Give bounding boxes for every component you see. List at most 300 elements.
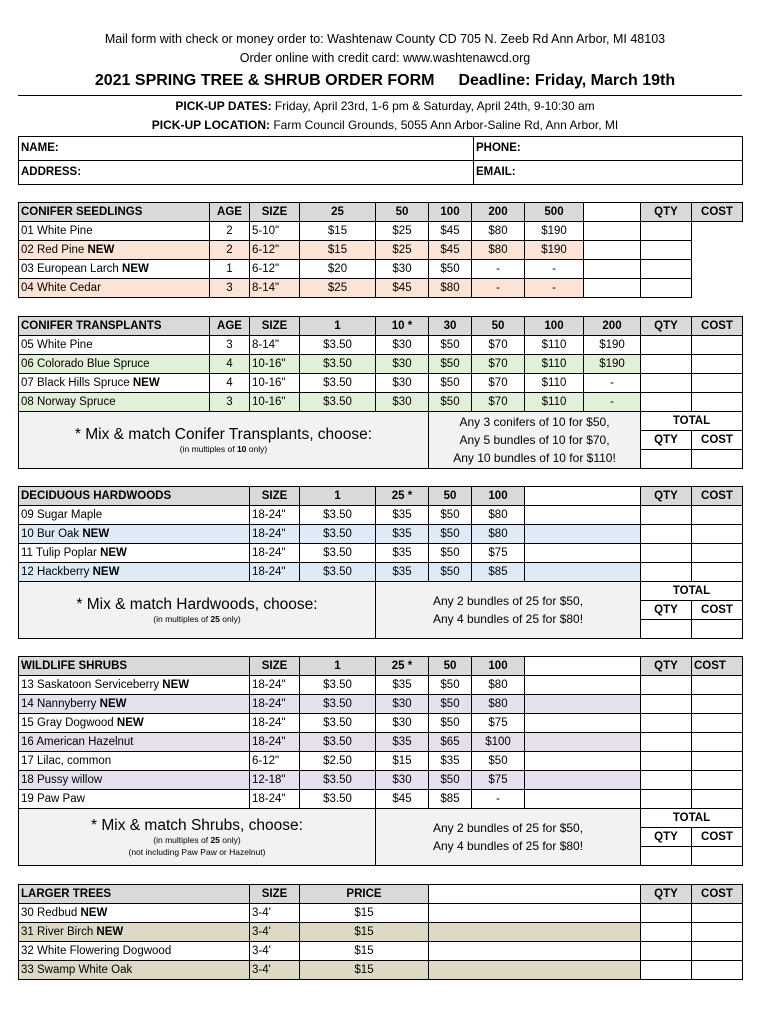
larger-header-size: SIZE: [250, 885, 300, 904]
hardwoods-total-cost-label: COST: [692, 601, 743, 620]
item-name-text: 33 Swamp White Oak: [21, 963, 133, 976]
cell-p5: -: [584, 374, 641, 393]
cell-price: $15: [300, 961, 429, 980]
deciduous-header-blank: [525, 487, 641, 506]
cell-p2: $50: [429, 676, 472, 695]
item-name-text: 17 Lilac, common: [21, 754, 112, 767]
cost-input[interactable]: [641, 260, 692, 279]
contact-table: [18, 136, 743, 185]
qty-input[interactable]: [641, 714, 692, 733]
qty-input[interactable]: [641, 771, 692, 790]
cost-input[interactable]: [641, 222, 692, 241]
item-name-text: 19 Paw Paw: [21, 792, 85, 805]
cost-input[interactable]: [692, 355, 743, 374]
cell-p3: $85: [472, 563, 525, 582]
cost-input[interactable]: [692, 752, 743, 771]
item-name-text: 18 Pussy willow: [21, 773, 103, 786]
larger-header-name: LARGER TREES: [19, 885, 250, 904]
blank-cell: [525, 733, 641, 752]
cell-size: 5-10": [250, 222, 300, 241]
qty-input[interactable]: [641, 506, 692, 525]
qty-input[interactable]: [584, 260, 641, 279]
cell-p3: -: [472, 279, 525, 298]
cell-p2: $50: [429, 714, 472, 733]
form-title: [0, 72, 770, 90]
mail-instructions: Mail form with check or money order to: Washtenaw County CD 705 N. Zeeb Rd Ann Arbor, MI 48103: [104, 32, 666, 46]
hardwoods-mix-title: * Mix & match Hardwoods, choose:: [76, 595, 318, 613]
cell-size: 18-24": [250, 676, 300, 695]
cell-size: 18-24": [250, 563, 300, 582]
deciduous-header-1: 1: [300, 487, 376, 506]
deciduous-header-25: 25 *: [376, 487, 429, 506]
cost-input[interactable]: [692, 771, 743, 790]
cost-input[interactable]: [692, 923, 743, 942]
email-field[interactable]: [474, 161, 743, 185]
table-row: [19, 714, 743, 733]
blank-cell: [525, 676, 641, 695]
cell-age: 4: [210, 374, 250, 393]
cell-p1: $30: [376, 260, 429, 279]
new-badge: NEW: [80, 906, 108, 919]
cell-p0: $20: [300, 260, 376, 279]
transplants-mix-sub: [21, 443, 426, 455]
shrubs-mix-box: [19, 809, 376, 866]
item-name: [19, 695, 250, 714]
item-name: [19, 506, 250, 525]
item-name-text: 09 Sugar Maple: [21, 508, 103, 521]
transplants-header-size: SIZE: [250, 317, 300, 336]
cost-input[interactable]: [692, 506, 743, 525]
pickup-location-value: Farm Council Grounds, 5055 Ann Arbor-Saline Rd, Ann Arbor, MI: [270, 118, 619, 132]
cell-p3: $70: [472, 374, 525, 393]
cell-size: 3-4': [250, 923, 300, 942]
cell-p0: $3.50: [300, 676, 376, 695]
cell-p0: $2.50: [300, 752, 376, 771]
new-badge: NEW: [132, 376, 160, 389]
shrubs-total-cost-label: COST: [692, 828, 743, 847]
cell-p3: -: [472, 260, 525, 279]
cell-p2: $50: [429, 393, 472, 412]
cell-p4: $110: [525, 374, 584, 393]
blank-cell: [525, 790, 641, 809]
blank-cell: [525, 525, 641, 544]
item-name-text: 12 Hackberry: [21, 565, 90, 578]
item-name-text: 10 Bur Oak: [21, 527, 80, 540]
larger-header-price: PRICE: [300, 885, 429, 904]
cell-p1: $45: [376, 790, 429, 809]
item-name-text: 30 Redbud: [21, 906, 78, 919]
wildlife-header-blank: [525, 657, 641, 676]
cost-input[interactable]: [692, 733, 743, 752]
larger-header-cost: COST: [692, 885, 743, 904]
cell-p3: $80: [472, 525, 525, 544]
qty-input[interactable]: [641, 393, 692, 412]
blank-cell: [429, 961, 641, 980]
hardwoods-total-label: TOTAL: [641, 582, 743, 601]
qty-input[interactable]: [584, 222, 641, 241]
cell-p4: -: [525, 260, 584, 279]
cell-size: 3-4': [250, 904, 300, 923]
transplants-header-qty: QTY: [641, 317, 692, 336]
table-row: [19, 506, 743, 525]
cell-p0: $3.50: [300, 695, 376, 714]
table-row: [19, 733, 743, 752]
qty-input[interactable]: [641, 374, 692, 393]
cost-input[interactable]: [692, 525, 743, 544]
qty-input[interactable]: [641, 942, 692, 961]
item-name: [19, 752, 250, 771]
cell-p2: $50: [429, 563, 472, 582]
seedlings-header-age: AGE: [210, 203, 250, 222]
pickup-location: [0, 118, 770, 132]
cell-p3: -: [472, 790, 525, 809]
cell-size: 8-14": [250, 336, 300, 355]
online-order-line: Order online with credit card: www.washtenawcd.org: [239, 51, 531, 65]
cell-age: 3: [210, 336, 250, 355]
pickup-dates-label: PICK-UP DATES:: [175, 99, 272, 113]
cell-p1: $35: [376, 506, 429, 525]
wildlife-header-name: WILDLIFE SHRUBS: [19, 657, 250, 676]
item-name-text: 15 Gray Dogwood: [21, 716, 114, 729]
table-row: [19, 241, 743, 260]
wildlife-header-qty: QTY: [641, 657, 692, 676]
cell-p0: $15: [300, 222, 376, 241]
item-name-text: 08 Norway Spruce: [21, 395, 116, 408]
wildlife-header-cost: COST: [692, 657, 743, 676]
cell-p5: -: [584, 393, 641, 412]
cost-input[interactable]: [641, 241, 692, 260]
mix-sub-post: only): [219, 834, 241, 845]
seedlings-header-qty: QTY: [641, 203, 692, 222]
transplants-total-label: TOTAL: [641, 412, 743, 431]
cell-p1: $45: [376, 279, 429, 298]
cell-p2: $65: [429, 733, 472, 752]
cell-p1: $30: [376, 771, 429, 790]
cell-p1: $30: [376, 336, 429, 355]
cell-p3: $70: [472, 393, 525, 412]
phone-field[interactable]: [474, 137, 743, 161]
table-row: [19, 260, 743, 279]
email-label: EMAIL:: [476, 166, 516, 178]
transplants-header-cost: COST: [692, 317, 743, 336]
blank-cell: [525, 544, 641, 563]
seedlings-header-100: 100: [429, 203, 472, 222]
cell-size: 3-4': [250, 961, 300, 980]
cell-p1: $35: [376, 733, 429, 752]
item-name: [19, 279, 210, 298]
qty-input[interactable]: [641, 961, 692, 980]
cell-p2: $50: [429, 260, 472, 279]
cell-p3: $80: [472, 676, 525, 695]
title-rule: [18, 95, 742, 96]
table-row: [19, 393, 743, 412]
cell-p3: $75: [472, 544, 525, 563]
cost-input[interactable]: [692, 676, 743, 695]
cell-p0: $3.50: [300, 506, 376, 525]
cell-size: 6-12": [250, 752, 300, 771]
qty-input[interactable]: [641, 336, 692, 355]
table-row: [19, 336, 743, 355]
cell-size: 6-12": [250, 260, 300, 279]
cell-p2: $50: [429, 544, 472, 563]
cost-input[interactable]: [692, 790, 743, 809]
item-name: [19, 336, 210, 355]
cell-p2: $50: [429, 525, 472, 544]
shrubs-total-qty-input[interactable]: [641, 847, 692, 866]
new-badge: NEW: [162, 678, 190, 691]
cell-size: 10-16": [250, 393, 300, 412]
qty-input[interactable]: [641, 676, 692, 695]
transplants-total-cost-label: COST: [692, 431, 743, 450]
hardwoods-total-qty-input[interactable]: [641, 620, 692, 639]
item-name: [19, 525, 250, 544]
deciduous-header-size: SIZE: [250, 487, 300, 506]
cell-p2: $50: [429, 695, 472, 714]
seedlings-header-name: CONIFER SEEDLINGS: [19, 203, 210, 222]
cell-age: 1: [210, 260, 250, 279]
qty-input[interactable]: [641, 544, 692, 563]
item-name: [19, 714, 250, 733]
hardwoods-offer-box: [376, 582, 641, 639]
table-row: [19, 923, 743, 942]
qty-input[interactable]: [584, 241, 641, 260]
mix-sub-pre: (in multiples of: [153, 613, 211, 624]
qty-input[interactable]: [641, 695, 692, 714]
table-row: [19, 942, 743, 961]
cell-p2: $50: [429, 336, 472, 355]
cell-p0: $3.50: [300, 733, 376, 752]
table-row: [19, 961, 743, 980]
cell-p3: $50: [472, 752, 525, 771]
cost-input[interactable]: [692, 714, 743, 733]
deciduous-header-50: 50: [429, 487, 472, 506]
cell-p3: $80: [472, 241, 525, 260]
deciduous-header-qty: QTY: [641, 487, 692, 506]
new-badge: NEW: [116, 716, 144, 729]
cost-input[interactable]: [641, 279, 692, 298]
cell-age: 3: [210, 279, 250, 298]
address-field[interactable]: [19, 161, 474, 185]
cell-p1: $30: [376, 393, 429, 412]
cell-age: 2: [210, 222, 250, 241]
conifer-seedlings-table: [18, 202, 743, 298]
transplants-total-cost-input[interactable]: [692, 450, 743, 469]
cell-p2: $50: [429, 506, 472, 525]
new-badge: NEW: [82, 527, 110, 540]
table-row: [19, 544, 743, 563]
cell-p0: $3.50: [300, 563, 376, 582]
item-name: [19, 563, 250, 582]
qty-input[interactable]: [641, 355, 692, 374]
cell-p4: $190: [525, 241, 584, 260]
seedlings-header-blank: [584, 203, 641, 222]
cell-age: 2: [210, 241, 250, 260]
item-name: [19, 942, 250, 961]
cost-input[interactable]: [692, 563, 743, 582]
item-name-text: 01 White Pine: [21, 224, 93, 237]
item-name-text: 31 River Birch: [21, 925, 94, 938]
transplants-header-100: 100: [525, 317, 584, 336]
new-badge: NEW: [96, 925, 124, 938]
cell-p3: $100: [472, 733, 525, 752]
item-name: [19, 393, 210, 412]
table-row: [19, 525, 743, 544]
mix-sub-post: only): [246, 443, 268, 454]
cell-p4: -: [525, 279, 584, 298]
cell-p2: $35: [429, 752, 472, 771]
cell-p2: $80: [429, 279, 472, 298]
new-badge: NEW: [92, 565, 120, 578]
phone-label: PHONE:: [476, 142, 521, 154]
cell-price: $15: [300, 942, 429, 961]
cell-p0: $3.50: [300, 714, 376, 733]
item-name: [19, 355, 210, 374]
table-row: [19, 355, 743, 374]
blank-cell: [525, 771, 641, 790]
item-name: [19, 260, 210, 279]
seedlings-header-200: 200: [472, 203, 525, 222]
cost-input[interactable]: [692, 961, 743, 980]
item-name-text: 11 Tulip Poplar: [21, 546, 97, 559]
cost-input[interactable]: [692, 336, 743, 355]
cell-p2: $85: [429, 790, 472, 809]
name-field[interactable]: [19, 137, 474, 161]
pickup-dates-value: Friday, April 23rd, 1-6 pm & Saturday, April 24th, 9-10:30 am: [271, 99, 595, 113]
mix-sub-num: 10: [236, 443, 247, 454]
transplants-offer-3: Any 10 bundles of 10 for $110!: [453, 451, 616, 465]
transplants-total-qty-input[interactable]: [641, 450, 692, 469]
name-label: NAME:: [21, 142, 59, 154]
deciduous-header-name: DECIDUOUS HARDWOODS: [19, 487, 250, 506]
transplants-header-50: 50: [472, 317, 525, 336]
cell-p3: $80: [472, 222, 525, 241]
wildlife-header-100: 100: [472, 657, 525, 676]
hardwoods-total-qty-label: QTY: [641, 601, 692, 620]
item-name: [19, 961, 250, 980]
table-row: [19, 279, 743, 298]
cost-input[interactable]: [692, 942, 743, 961]
new-badge: NEW: [122, 262, 149, 275]
shrubs-offer-1: Any 2 bundles of 25 for $50,: [432, 821, 584, 835]
cell-p4: $110: [525, 355, 584, 374]
mix-sub-pre: (in multiples of: [153, 834, 211, 845]
cell-p1: $30: [376, 374, 429, 393]
cell-p5: $190: [584, 336, 641, 355]
transplants-header-10: 10 *: [376, 317, 429, 336]
new-badge: NEW: [87, 243, 115, 256]
cell-p1: $35: [376, 525, 429, 544]
hardwoods-offer-1: Any 2 bundles of 25 for $50,: [432, 594, 584, 608]
seedlings-header-500: 500: [525, 203, 584, 222]
cell-p3: $70: [472, 336, 525, 355]
cell-p1: $30: [376, 355, 429, 374]
qty-input[interactable]: [641, 733, 692, 752]
blank-cell: [525, 506, 641, 525]
seedlings-header-25: 25: [300, 203, 376, 222]
item-name: [19, 923, 250, 942]
mix-sub-pre: (in multiples of: [179, 443, 237, 454]
wildlife-header-25: 25 *: [376, 657, 429, 676]
transplants-header-age: AGE: [210, 317, 250, 336]
title-text: 2021 SPRING TREE & SHRUB ORDER FORM: [94, 72, 435, 89]
blank-cell: [525, 752, 641, 771]
shrubs-mix-title: * Mix & match Shrubs, choose:: [91, 816, 303, 834]
pickup-dates: [0, 99, 770, 113]
qty-input[interactable]: [641, 904, 692, 923]
deciduous-header-100: 100: [472, 487, 525, 506]
item-name-text: 07 Black Hills Spruce: [21, 376, 130, 389]
hardwoods-total-cost-input[interactable]: [692, 620, 743, 639]
cost-input[interactable]: [692, 374, 743, 393]
new-badge: NEW: [99, 697, 127, 710]
item-name-text: 04 White Cedar: [21, 281, 101, 294]
shrubs-offer-box: [376, 809, 641, 866]
qty-input[interactable]: [641, 752, 692, 771]
blank-cell: [429, 942, 641, 961]
cell-p4: $190: [525, 222, 584, 241]
qty-input[interactable]: [641, 923, 692, 942]
cell-p2: $50: [429, 355, 472, 374]
cell-p1: $35: [376, 676, 429, 695]
cell-size: 18-24": [250, 790, 300, 809]
cell-p3: $70: [472, 355, 525, 374]
hardwoods-mix-sub: [21, 613, 373, 625]
cell-age: 3: [210, 393, 250, 412]
cell-p0: $3.50: [300, 374, 376, 393]
shrubs-total-cost-input[interactable]: [692, 847, 743, 866]
cell-price: $15: [300, 904, 429, 923]
qty-input[interactable]: [584, 279, 641, 298]
item-name: [19, 222, 210, 241]
shrubs-mix-sub: [21, 834, 373, 846]
table-row: [19, 695, 743, 714]
item-name-text: 32 White Flowering Dogwood: [21, 944, 172, 957]
cell-p2: $45: [429, 241, 472, 260]
transplants-mix-title: * Mix & match Conifer Transplants, choose:: [74, 425, 373, 443]
seedlings-header-size: SIZE: [250, 203, 300, 222]
cell-size: 18-24": [250, 714, 300, 733]
item-name-text: 06 Colorado Blue Spruce: [21, 357, 150, 370]
larger-header-qty: QTY: [641, 885, 692, 904]
cell-size: 18-24": [250, 506, 300, 525]
item-name-text: 14 Nannyberry: [21, 697, 97, 710]
cell-p0: $3.50: [300, 790, 376, 809]
table-row: [19, 676, 743, 695]
cost-input[interactable]: [692, 544, 743, 563]
mix-sub-num: 25: [210, 834, 220, 845]
blank-cell: [525, 695, 641, 714]
transplants-total-qty-label: QTY: [641, 431, 692, 450]
item-name-text: 05 White Pine: [21, 338, 93, 351]
cell-size: 12-18": [250, 771, 300, 790]
item-name: [19, 790, 250, 809]
cost-input[interactable]: [692, 904, 743, 923]
cell-p3: $75: [472, 714, 525, 733]
qty-input[interactable]: [641, 790, 692, 809]
transplants-header-name: CONIFER TRANSPLANTS: [19, 317, 210, 336]
cell-price: $15: [300, 923, 429, 942]
table-row: [19, 790, 743, 809]
transplants-header-1: 1: [300, 317, 376, 336]
item-name-text: 16 American Hazelnut: [21, 735, 134, 748]
qty-input[interactable]: [641, 563, 692, 582]
cost-input[interactable]: [692, 393, 743, 412]
qty-input[interactable]: [641, 525, 692, 544]
transplants-header-200: 200: [584, 317, 641, 336]
cost-input[interactable]: [692, 695, 743, 714]
item-name: [19, 374, 210, 393]
blank-cell: [429, 923, 641, 942]
